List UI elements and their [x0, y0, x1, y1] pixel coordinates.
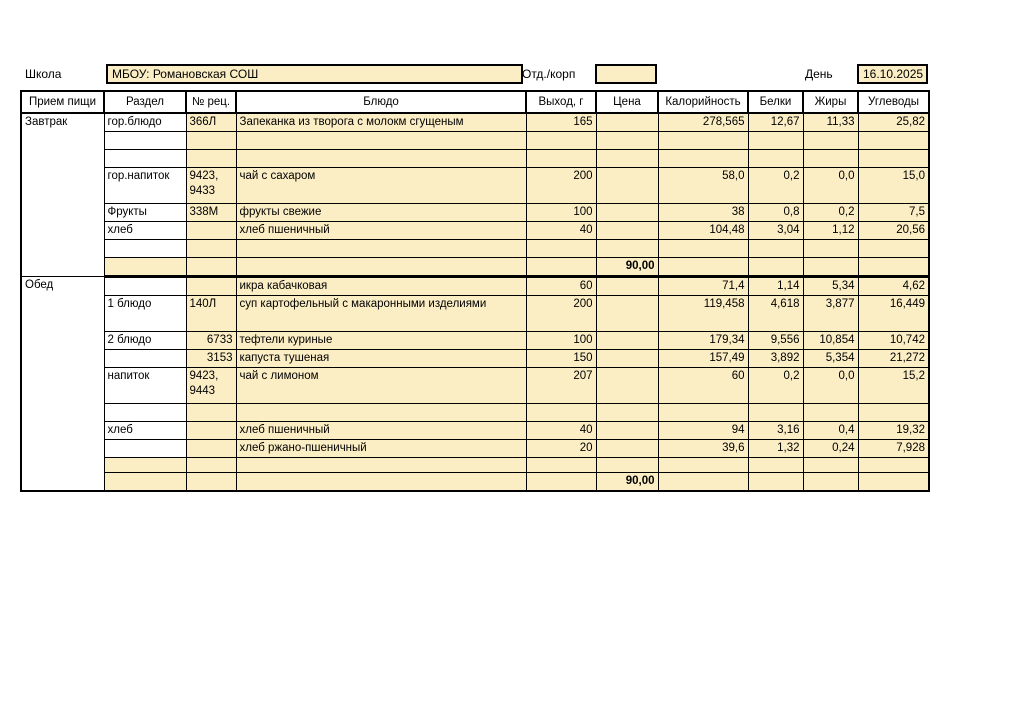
table-row [21, 458, 929, 473]
fat-cell[interactable]: 0,4 [803, 422, 858, 440]
calories-cell[interactable]: 104,48 [658, 222, 748, 240]
calories-cell[interactable]: 58,0 [658, 168, 748, 204]
table-row [21, 296, 929, 332]
day-input[interactable]: 16.10.2025 [857, 64, 928, 84]
table-row [21, 277, 929, 296]
table-row [21, 204, 929, 222]
header-cell: Прием пищи [21, 91, 104, 113]
recipe-number-cell[interactable] [186, 240, 236, 258]
razdel-cell[interactable] [104, 440, 186, 458]
calories-cell[interactable] [658, 404, 748, 422]
recipe-number-cell[interactable]: 338М [186, 204, 236, 222]
fat-cell[interactable]: 11,33 [803, 113, 858, 132]
table-row [21, 422, 929, 440]
fat-cell[interactable] [803, 473, 858, 492]
carbs-cell[interactable]: 16,449 [858, 296, 929, 332]
dept-input[interactable] [595, 64, 657, 84]
carbs-cell[interactable] [858, 258, 929, 277]
carbs-cell[interactable]: 10,742 [858, 332, 929, 350]
calories-cell[interactable]: 179,34 [658, 332, 748, 350]
carbs-cell[interactable]: 25,82 [858, 113, 929, 132]
razdel-cell[interactable] [104, 240, 186, 258]
razdel-cell[interactable] [104, 458, 186, 473]
protein-cell[interactable]: 0,2 [748, 168, 803, 204]
calories-cell[interactable]: 60 [658, 368, 748, 404]
recipe-number-cell[interactable] [186, 473, 236, 492]
carbs-cell[interactable]: 21,272 [858, 350, 929, 368]
table-row [21, 258, 929, 277]
output-grams-cell[interactable] [526, 240, 596, 258]
output-grams-cell[interactable]: 100 [526, 332, 596, 350]
razdel-cell[interactable] [104, 277, 186, 296]
fat-cell[interactable]: 5,354 [803, 350, 858, 368]
protein-cell[interactable] [748, 404, 803, 422]
recipe-number-cell[interactable] [186, 277, 236, 296]
recipe-number-cell[interactable] [186, 422, 236, 440]
header-cell: № рец. [186, 91, 236, 113]
carbs-cell[interactable] [858, 404, 929, 422]
day-label: День [805, 67, 833, 81]
price-cell[interactable] [596, 332, 658, 350]
dish-cell[interactable]: суп картофельный с макаронными изделиями [236, 296, 526, 332]
protein-cell[interactable] [748, 458, 803, 473]
table-row [21, 368, 929, 404]
recipe-number-cell[interactable] [186, 222, 236, 240]
table-row [21, 113, 929, 132]
razdel-cell[interactable] [104, 473, 186, 492]
table-row [21, 473, 929, 492]
output-grams-cell[interactable] [526, 258, 596, 277]
protein-cell[interactable]: 3,04 [748, 222, 803, 240]
razdel-cell[interactable]: напиток [104, 368, 186, 404]
dish-cell[interactable] [236, 404, 526, 422]
fat-cell[interactable]: 1,12 [803, 222, 858, 240]
fat-cell[interactable] [803, 240, 858, 258]
output-grams-cell[interactable]: 200 [526, 168, 596, 204]
output-grams-cell[interactable] [526, 473, 596, 492]
dish-cell[interactable]: тефтели куриные [236, 332, 526, 350]
calories-cell[interactable]: 38 [658, 204, 748, 222]
meal-cell[interactable]: Обед [21, 277, 104, 492]
output-grams-cell[interactable] [526, 150, 596, 168]
protein-cell[interactable] [748, 132, 803, 150]
price-cell[interactable]: 90,00 [596, 258, 658, 277]
fat-cell[interactable] [803, 150, 858, 168]
recipe-number-cell[interactable]: 366Л [186, 113, 236, 132]
protein-cell[interactable]: 0,2 [748, 368, 803, 404]
price-cell[interactable] [596, 204, 658, 222]
header-row [21, 91, 929, 113]
razdel-cell[interactable]: 2 блюдо [104, 332, 186, 350]
price-cell[interactable] [596, 422, 658, 440]
fat-cell[interactable] [803, 132, 858, 150]
carbs-cell[interactable]: 7,928 [858, 440, 929, 458]
carbs-cell[interactable]: 20,56 [858, 222, 929, 240]
dish-cell[interactable]: икра кабачковая [236, 277, 526, 296]
table-row [21, 404, 929, 422]
fat-cell[interactable]: 3,877 [803, 296, 858, 332]
price-cell[interactable] [596, 440, 658, 458]
school-input[interactable]: МБОУ: Романовская СОШ [106, 64, 523, 84]
price-cell[interactable] [596, 132, 658, 150]
price-cell[interactable] [596, 277, 658, 296]
recipe-number-cell[interactable]: 140Л [186, 296, 236, 332]
output-grams-cell[interactable]: 40 [526, 422, 596, 440]
razdel-cell[interactable]: 1 блюдо [104, 296, 186, 332]
carbs-cell[interactable] [858, 458, 929, 473]
recipe-number-cell[interactable] [186, 132, 236, 150]
output-grams-cell[interactable] [526, 458, 596, 473]
price-cell[interactable] [596, 168, 658, 204]
table-row [21, 350, 929, 368]
price-cell[interactable] [596, 222, 658, 240]
recipe-number-cell[interactable] [186, 404, 236, 422]
dish-cell[interactable]: фрукты свежие [236, 204, 526, 222]
calories-cell[interactable]: 278,565 [658, 113, 748, 132]
table-row [21, 150, 929, 168]
fat-cell[interactable] [803, 258, 858, 277]
table-row [21, 222, 929, 240]
table-row [21, 332, 929, 350]
protein-cell[interactable] [748, 240, 803, 258]
dish-cell[interactable]: капуста тушеная [236, 350, 526, 368]
recipe-number-cell[interactable] [186, 258, 236, 277]
table-row [21, 240, 929, 258]
razdel-cell[interactable]: Фрукты [104, 204, 186, 222]
output-grams-cell[interactable]: 207 [526, 368, 596, 404]
protein-cell[interactable] [748, 258, 803, 277]
output-grams-cell[interactable]: 200 [526, 296, 596, 332]
recipe-number-cell[interactable]: 3153 [186, 350, 236, 368]
calories-cell[interactable] [658, 132, 748, 150]
carbs-cell[interactable] [858, 473, 929, 492]
carbs-cell[interactable]: 19,32 [858, 422, 929, 440]
calories-cell[interactable] [658, 240, 748, 258]
table-row [21, 132, 929, 150]
fat-cell[interactable]: 0,0 [803, 168, 858, 204]
dish-cell[interactable]: хлеб ржано-пшеничный [236, 440, 526, 458]
dish-cell[interactable]: чай с лимоном [236, 368, 526, 404]
dish-cell[interactable]: Запеканка из творога с молокм сгущеным [236, 113, 526, 132]
carbs-cell[interactable] [858, 240, 929, 258]
dish-cell[interactable] [236, 150, 526, 168]
output-grams-cell[interactable]: 40 [526, 222, 596, 240]
carbs-cell[interactable]: 15,0 [858, 168, 929, 204]
header-cell: Углеводы [858, 91, 929, 113]
razdel-cell[interactable]: хлеб [104, 222, 186, 240]
razdel-cell[interactable] [104, 350, 186, 368]
recipe-number-cell[interactable] [186, 458, 236, 473]
price-cell[interactable] [596, 350, 658, 368]
carbs-cell[interactable] [858, 132, 929, 150]
price-cell[interactable] [596, 458, 658, 473]
protein-cell[interactable]: 0,8 [748, 204, 803, 222]
protein-cell[interactable]: 12,67 [748, 113, 803, 132]
dish-cell[interactable]: хлеб пшеничный [236, 422, 526, 440]
calories-cell[interactable]: 119,458 [658, 296, 748, 332]
dish-cell[interactable] [236, 240, 526, 258]
carbs-cell[interactable]: 15,2 [858, 368, 929, 404]
dish-cell[interactable] [236, 473, 526, 492]
razdel-cell[interactable]: хлеб [104, 422, 186, 440]
price-cell[interactable]: 90,00 [596, 473, 658, 492]
calories-cell[interactable]: 71,4 [658, 277, 748, 296]
dish-cell[interactable] [236, 132, 526, 150]
header-cell: Раздел [104, 91, 186, 113]
fat-cell[interactable]: 0,24 [803, 440, 858, 458]
header-cell: Цена [596, 91, 658, 113]
calories-cell[interactable] [658, 150, 748, 168]
fat-cell[interactable] [803, 458, 858, 473]
header-cell: Калорийность [658, 91, 748, 113]
fat-cell[interactable] [803, 404, 858, 422]
calories-cell[interactable] [658, 258, 748, 277]
fat-cell[interactable]: 10,854 [803, 332, 858, 350]
school-label: Школа [25, 67, 62, 81]
dish-cell[interactable] [236, 258, 526, 277]
price-cell[interactable] [596, 240, 658, 258]
dish-cell[interactable]: хлеб пшеничный [236, 222, 526, 240]
price-cell[interactable] [596, 368, 658, 404]
recipe-number-cell[interactable]: 9423, 9433 [186, 168, 236, 204]
table-row [21, 440, 929, 458]
protein-cell[interactable]: 3,16 [748, 422, 803, 440]
calories-cell[interactable] [658, 473, 748, 492]
protein-cell[interactable]: 1,14 [748, 277, 803, 296]
carbs-cell[interactable]: 4,62 [858, 277, 929, 296]
header-cell: Блюдо [236, 91, 526, 113]
fat-cell[interactable]: 0,2 [803, 204, 858, 222]
header-cell: Белки [748, 91, 803, 113]
calories-cell[interactable]: 94 [658, 422, 748, 440]
razdel-cell[interactable] [104, 258, 186, 277]
price-cell[interactable] [596, 296, 658, 332]
protein-cell[interactable]: 4,618 [748, 296, 803, 332]
dish-cell[interactable]: чай с сахаром [236, 168, 526, 204]
razdel-cell[interactable]: гор.напиток [104, 168, 186, 204]
meal-cell[interactable]: Завтрак [21, 113, 104, 277]
razdel-cell[interactable] [104, 404, 186, 422]
razdel-cell[interactable] [104, 132, 186, 150]
header-cell: Выход, г [526, 91, 596, 113]
menu-table-body [21, 113, 929, 491]
output-grams-cell[interactable]: 60 [526, 277, 596, 296]
dish-cell[interactable] [236, 458, 526, 473]
dept-label: Отд./корп [522, 67, 576, 81]
fat-cell[interactable]: 0,0 [803, 368, 858, 404]
protein-cell[interactable] [748, 473, 803, 492]
price-cell[interactable] [596, 150, 658, 168]
output-grams-cell[interactable] [526, 404, 596, 422]
calories-cell[interactable] [658, 458, 748, 473]
output-grams-cell[interactable]: 165 [526, 113, 596, 132]
calories-cell[interactable]: 157,49 [658, 350, 748, 368]
recipe-number-cell[interactable] [186, 440, 236, 458]
recipe-number-cell[interactable]: 9423, 9443 [186, 368, 236, 404]
protein-cell[interactable] [748, 150, 803, 168]
header-cell: Жиры [803, 91, 858, 113]
carbs-cell[interactable]: 7,5 [858, 204, 929, 222]
protein-cell[interactable]: 1,32 [748, 440, 803, 458]
razdel-cell[interactable]: гор.блюдо [104, 113, 186, 132]
carbs-cell[interactable] [858, 150, 929, 168]
protein-cell[interactable]: 3,892 [748, 350, 803, 368]
output-grams-cell[interactable]: 150 [526, 350, 596, 368]
recipe-number-cell[interactable] [186, 150, 236, 168]
table-row [21, 168, 929, 204]
razdel-cell[interactable] [104, 150, 186, 168]
output-grams-cell[interactable]: 100 [526, 204, 596, 222]
recipe-number-cell[interactable]: 6733 [186, 332, 236, 350]
price-cell[interactable] [596, 404, 658, 422]
calories-cell[interactable]: 39,6 [658, 440, 748, 458]
output-grams-cell[interactable]: 20 [526, 440, 596, 458]
price-cell[interactable] [596, 113, 658, 132]
output-grams-cell[interactable] [526, 132, 596, 150]
fat-cell[interactable]: 5,34 [803, 277, 858, 296]
protein-cell[interactable]: 9,556 [748, 332, 803, 350]
menu-table [20, 90, 930, 492]
